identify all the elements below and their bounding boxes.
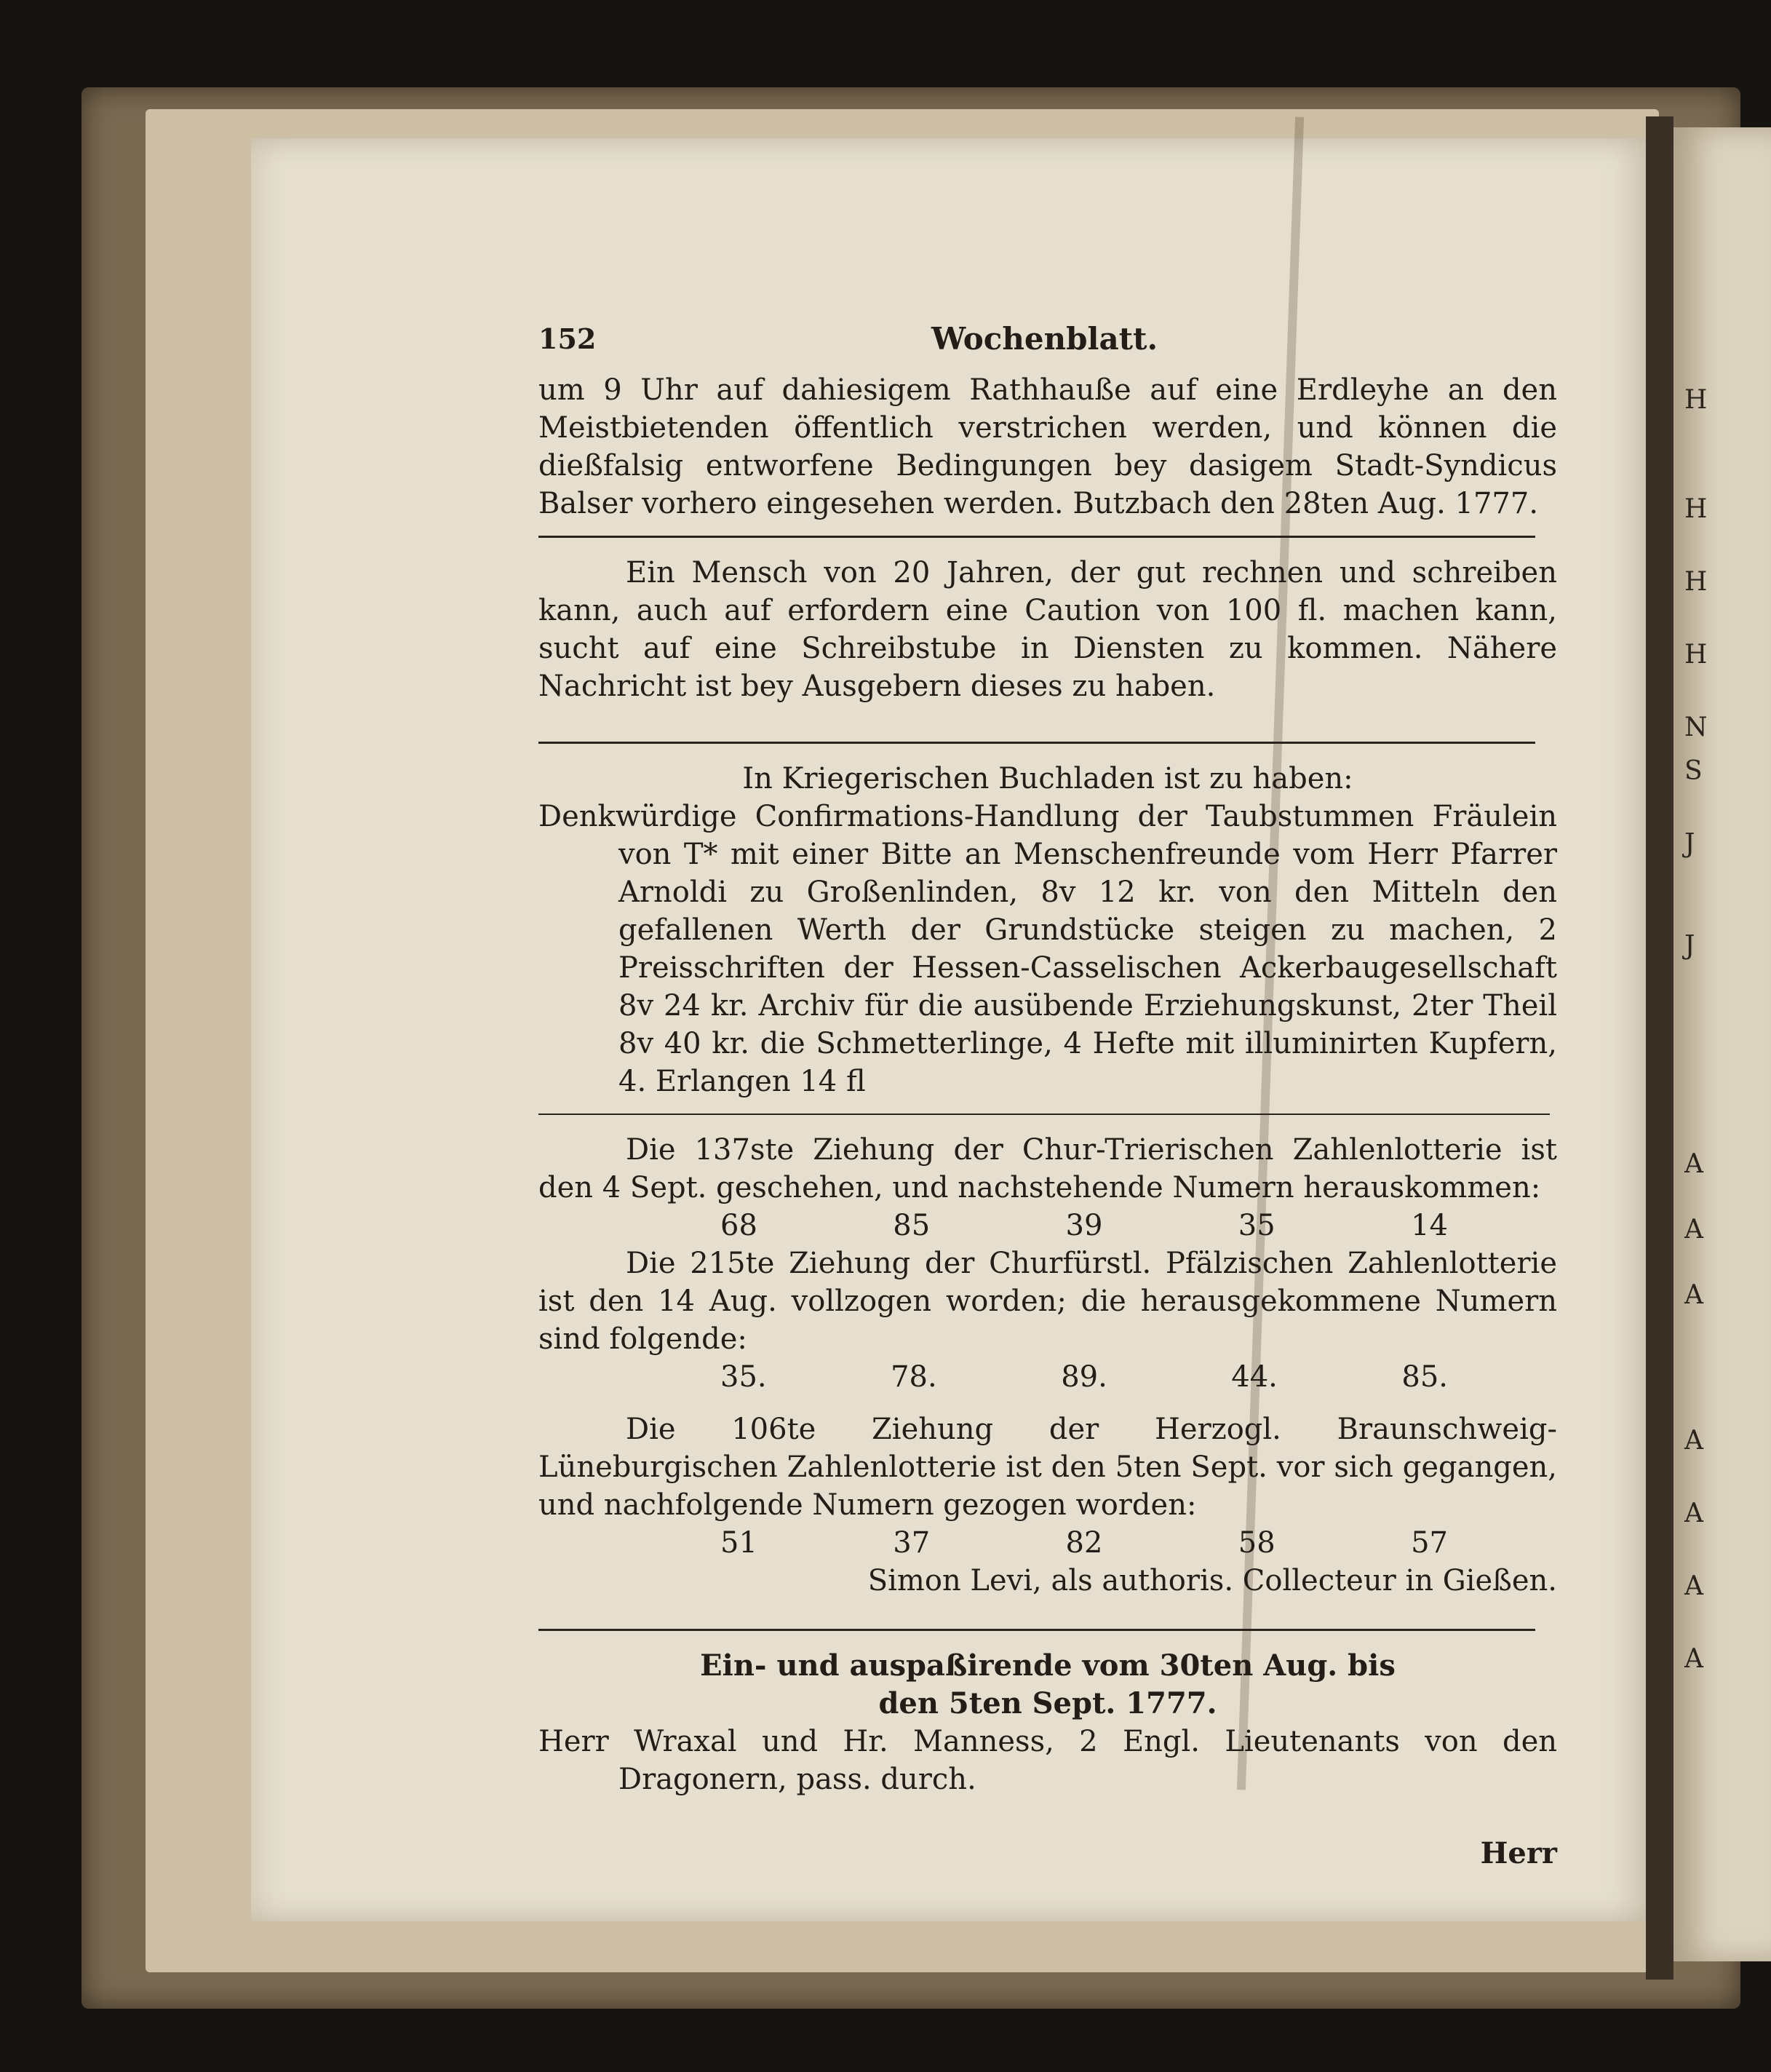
right-page-fragment: A: [1684, 1571, 1703, 1601]
collector-signature: Simon Levi, als authoris. Collecteur in Gießen.: [867, 1564, 1557, 1597]
lottery-brunswick-numbers: [538, 1524, 1448, 1562]
right-page-fragment: H: [1684, 494, 1708, 524]
right-page-fragment: H: [1684, 640, 1708, 670]
lottery-number: 57: [1411, 1526, 1448, 1560]
section-divider: [538, 1629, 1535, 1631]
right-page-fragment: A: [1684, 1149, 1703, 1179]
right-page-fragment: J: [1684, 931, 1695, 961]
section-divider: [538, 742, 1535, 744]
lottery-number: 14: [1411, 1209, 1448, 1242]
right-page-fragment: S: [1684, 756, 1703, 786]
lottery-trier-text: Die 137ste Ziehung der Chur-Trierischen Zahlenlotterie ist den 4 Sept. geschehen, und nachstehende Numern herauskommen:: [538, 1133, 1557, 1204]
book-gutter: [1646, 116, 1674, 1980]
right-page-fragment: A: [1684, 1215, 1703, 1245]
right-page-fragment: A: [1684, 1280, 1703, 1310]
right-page-fragment: H: [1684, 567, 1708, 597]
page-number: 152: [538, 322, 597, 355]
right-page-fragment: A: [1684, 1499, 1703, 1528]
lottery-number: 35: [1238, 1209, 1275, 1242]
travellers-entry: Herr Wraxal und Hr. Manness, 2 Engl. Lieutenants von den Dragonern, pass. durch.: [538, 1725, 1557, 1796]
auction-notice: um 9 Uhr auf dahiesigem Rathhauße auf eine Erdleyhe an den Meistbietenden öffentlich verstrichen werden, und können die dießfalsig entworfene Bedingungen bey dasigem Stadt-Syndicus Balser vorhero eingesehen werden. Butzbach den 28ten Aug. 1777.: [538, 373, 1557, 520]
lottery-number: 58: [1238, 1526, 1275, 1560]
page-header: [538, 320, 1557, 371]
lottery-palatinate-numbers: [538, 1358, 1448, 1396]
lottery-number: 39: [1065, 1209, 1103, 1242]
lottery-brunswick-text: Die 106te Ziehung der Herzogl. Braunschweig-Lüneburgischen Zahlenlotterie ist den 5ten Sept. vor sich gegangen, und nachfolgende Numern gezogen worden:: [538, 1413, 1557, 1522]
page-content: [538, 320, 1557, 1902]
lottery-number: 85.: [1401, 1360, 1448, 1394]
lottery-number: 51: [720, 1526, 757, 1560]
lottery-palatinate-text: Die 215te Ziehung der Churfürstl. Pfälzischen Zahlenlotterie ist den 14 Aug. vollzogen worden; die herausgekommene Numern sind folgende:: [538, 1247, 1557, 1356]
lottery-number: 35.: [720, 1360, 767, 1394]
catchword: Herr: [1480, 1836, 1557, 1870]
bookshop-heading: In Kriegerischen Buchladen ist zu haben:: [742, 762, 1353, 795]
lottery-number: 44.: [1231, 1360, 1278, 1394]
right-page-fragment: H: [1684, 385, 1708, 415]
running-head: Wochenblatt.: [931, 321, 1158, 357]
job-seeker-notice: Ein Mensch von 20 Jahren, der gut rechnen und schreiben kann, auch auf erfordern eine Caution von 100 fl. machen kann, sucht auf eine Schreibstube in Diensten zu kommen. Nähere Nachricht ist bey Ausgebern dieses zu haben.: [538, 556, 1557, 703]
lottery-trier-numbers: [538, 1207, 1448, 1245]
right-page-fragment: A: [1684, 1644, 1703, 1674]
section-divider: [538, 536, 1535, 538]
travellers-heading-date: den 5ten Sept. 1777.: [878, 1686, 1217, 1720]
travellers-heading: Ein- und auspaßirende vom 30ten Aug. bis: [700, 1648, 1396, 1683]
lottery-number: 78.: [891, 1360, 937, 1394]
lottery-number: 68: [720, 1209, 757, 1242]
lottery-number: 85: [893, 1209, 931, 1242]
lottery-number: 37: [893, 1526, 931, 1560]
right-page-fragment: N: [1684, 713, 1708, 742]
lottery-number: 82: [1065, 1526, 1103, 1560]
right-page-fragment: J: [1684, 829, 1695, 859]
section-divider: [538, 1114, 1550, 1115]
bookshop-list: Denkwürdige Confirmations-Handlung der Taubstummen Fräulein von T* mit einer Bitte an Menschenfreunde vom Herr Pfarrer Arnoldi zu Großenlinden, 8v 12 kr. von den Mitteln den gefallenen Werth der Grundstücke steigen zu machen, 2 Preisschriften der Hessen-Casselischen Ackerbaugesellschaft 8v 24 kr. Archiv für die ausübende Erziehungskunst, 2ter Theil 8v 40 kr. die Schmetterlinge, 4 Hefte mit illuminirten Kupfern, 4. Erlangen 14 fl: [538, 800, 1557, 1098]
right-page-fragment: A: [1684, 1426, 1703, 1456]
lottery-number: 89.: [1061, 1360, 1107, 1394]
